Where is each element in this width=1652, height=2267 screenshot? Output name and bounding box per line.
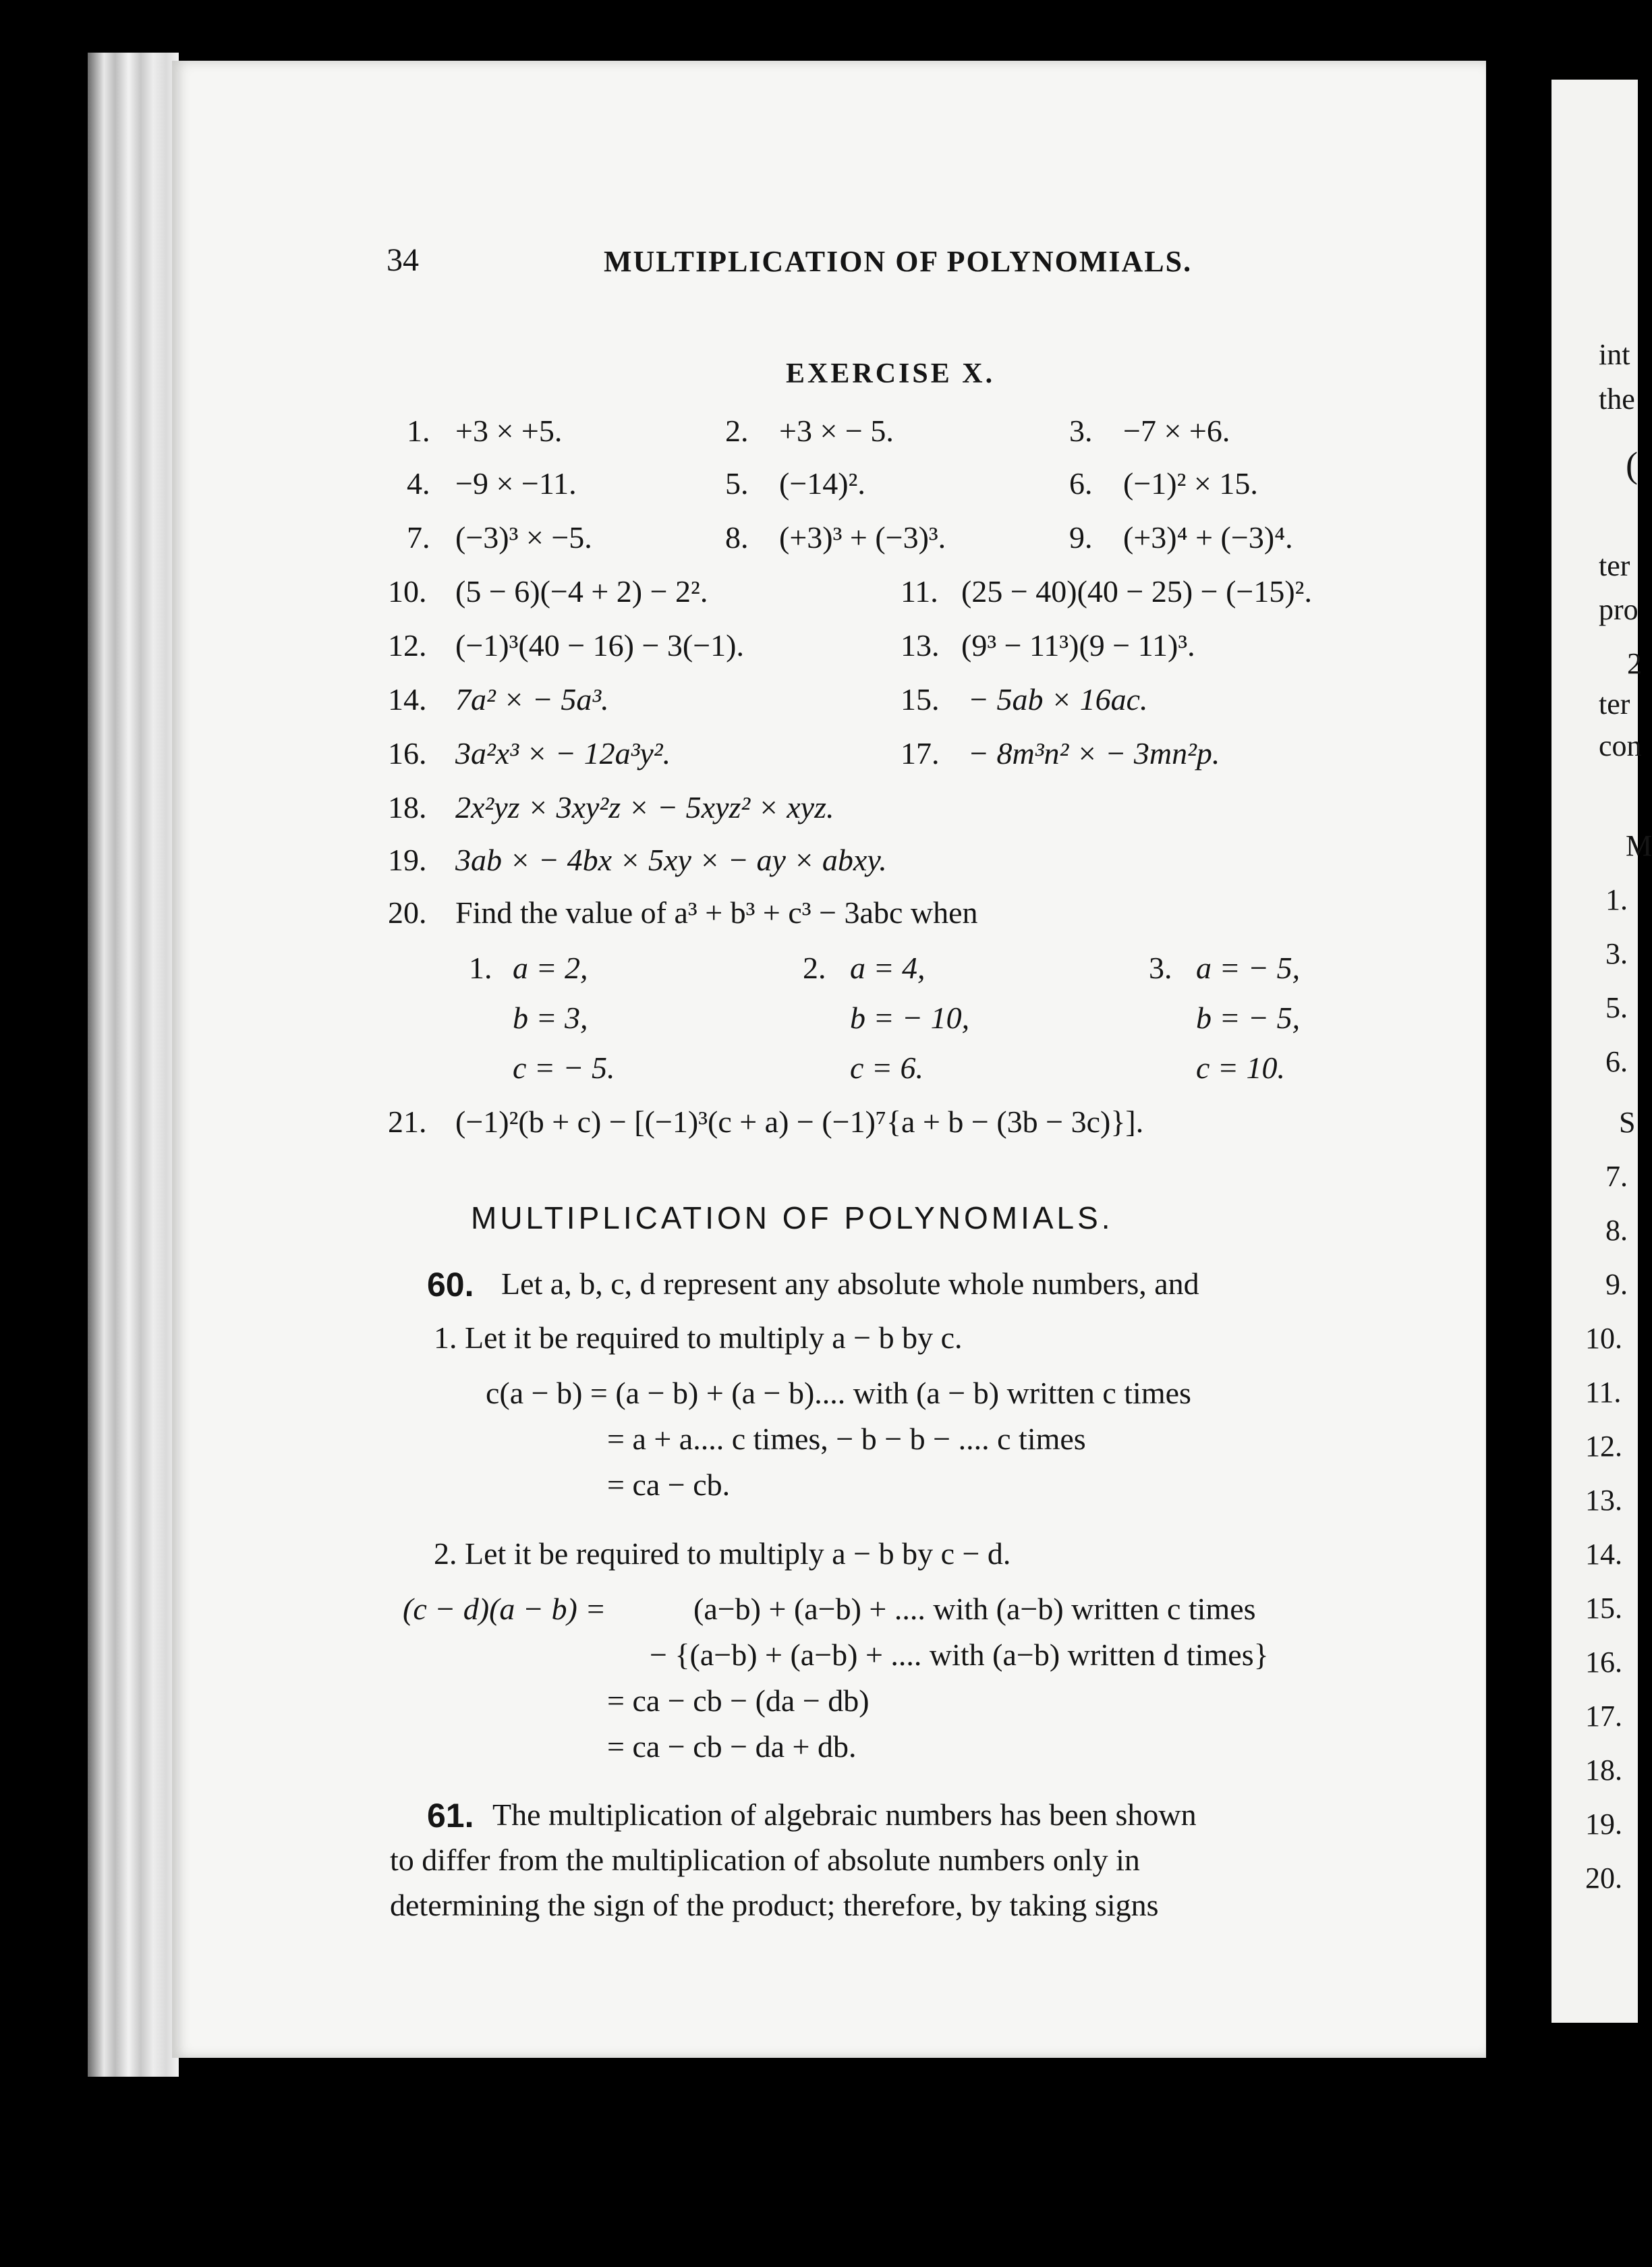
facing-fragment: 1. <box>1605 883 1628 916</box>
derivation-line: − {(a−b) + (a−b) + .... with (a−b) written d times} <box>650 1638 1269 1672</box>
exercise-expr: 3ab × − 4bx × 5xy × − ay × abxy. <box>455 843 887 877</box>
exercise-number: 1. <box>407 414 430 448</box>
exercise-expr: − 8m³n² × − 3mn²p. <box>968 736 1220 771</box>
facing-fragment: 16. <box>1585 1646 1622 1679</box>
facing-fragment: M <box>1626 829 1652 862</box>
facing-fragment: 13. <box>1585 1484 1622 1517</box>
derivation-line: = a + a.... c times, − b − b − .... c times <box>607 1422 1086 1456</box>
exercise-number: 9. <box>1069 520 1093 555</box>
paragraph-number: 60. <box>427 1266 474 1304</box>
facing-fragment: 10. <box>1585 1322 1622 1355</box>
exercise-title: EXERCISE X. <box>786 358 996 389</box>
exercise-expr: (5 − 6)(−4 + 2) − 2². <box>455 574 708 609</box>
derivation-lhs: (c − d)(a − b) = <box>403 1592 606 1626</box>
facing-fragment: 12. <box>1585 1430 1622 1463</box>
exercise-expr: (25 − 40)(40 − 25) − (−15)². <box>961 574 1312 609</box>
facing-fragment: 7. <box>1605 1160 1628 1193</box>
case-heading: 1. Let it be required to multiply a − b by c. <box>434 1320 963 1355</box>
facing-fragment: int <box>1599 338 1630 371</box>
exercise-number: 19. <box>388 843 427 877</box>
exercise-expr: (−1)³(40 − 16) − 3(−1). <box>455 628 744 663</box>
exercise-expr: − 5ab × 16ac. <box>968 682 1148 717</box>
exercise-expr: 2x²yz × 3xy²z × − 5xyz² × xyz. <box>455 790 834 824</box>
facing-fragment: 11. <box>1585 1376 1622 1409</box>
subitem-number: 1. <box>469 951 492 985</box>
book-page <box>172 61 1486 2058</box>
exercise-number: 10. <box>388 574 427 609</box>
exercise-number: 6. <box>1069 466 1093 501</box>
section-title: MULTIPLICATION OF POLYNOMIALS. <box>471 1200 1114 1235</box>
paragraph-line: determining the sign of the product; therefore, by taking signs <box>390 1888 1159 1922</box>
subitem-c: c = − 5. <box>513 1051 615 1085</box>
exercise-expr: (−14)². <box>779 466 865 501</box>
facing-fragment: 14. <box>1585 1538 1622 1571</box>
exercise-number: 15. <box>901 682 940 717</box>
derivation-line: = ca − cb − da + db. <box>607 1729 857 1764</box>
subitem-a: a = 4, <box>850 951 925 985</box>
facing-fragment: 20. <box>1585 1862 1622 1895</box>
running-title: MULTIPLICATION OF POLYNOMIALS. <box>604 245 1193 278</box>
facing-fragment: 18. <box>1585 1754 1622 1787</box>
facing-fragment: pro <box>1599 593 1639 626</box>
exercise-number: 18. <box>388 790 427 824</box>
facing-fragment: 8. <box>1605 1214 1628 1247</box>
page-number: 34 <box>387 242 419 278</box>
facing-fragment: 17. <box>1585 1700 1622 1733</box>
paragraph-text: Let a, b, c, d represent any absolute whole numbers, and <box>501 1266 1199 1301</box>
subitem-b: b = − 5, <box>1196 1001 1301 1035</box>
subitem-b: b = 3, <box>513 1001 588 1035</box>
subitem-a: a = 2, <box>513 951 588 985</box>
facing-fragment: ( <box>1626 445 1638 485</box>
exercise-number: 5. <box>725 466 749 501</box>
derivation-line: = ca − cb. <box>607 1467 731 1502</box>
exercise-number: 17. <box>901 736 940 771</box>
exercise-expr: (+3)³ + (−3)³. <box>779 520 946 555</box>
derivation-line: = ca − cb − (da − db) <box>607 1683 870 1718</box>
facing-fragment: the <box>1599 383 1635 416</box>
exercise-number: 2. <box>725 414 749 448</box>
subitem-c: c = 10. <box>1196 1051 1285 1085</box>
exercise-expr: (−1)² × 15. <box>1123 466 1258 501</box>
exercise-number: 21. <box>388 1104 427 1139</box>
exercise-expr: (−1)²(b + c) − [(−1)³(c + a) − (−1)⁷{a + b − (3b − 3c)}]. <box>455 1104 1144 1139</box>
exercise-number: 13. <box>901 628 940 663</box>
case-heading: 2. Let it be required to multiply a − b by c − d. <box>434 1536 1011 1571</box>
facing-fragment: 15. <box>1585 1592 1622 1625</box>
book-spine-edges <box>88 53 179 2077</box>
paragraph-line: to differ from the multiplication of absolute numbers only in <box>390 1843 1140 1877</box>
subitem-number: 2. <box>803 951 826 985</box>
derivation-line: c(a − b) = (a − b) + (a − b).... with (a − b) written c times <box>486 1376 1191 1410</box>
exercise-expr: Find the value of a³ + b³ + c³ − 3abc when <box>455 895 978 930</box>
exercise-expr: +3 × − 5. <box>779 414 894 448</box>
facing-fragment: 2 <box>1627 647 1642 680</box>
facing-fragment: 9. <box>1605 1268 1628 1301</box>
facing-fragment: 5. <box>1605 991 1628 1024</box>
facing-fragment: con <box>1599 729 1642 762</box>
exercise-number: 11. <box>901 574 938 609</box>
derivation-line: (a−b) + (a−b) + .... with (a−b) written c times <box>693 1592 1256 1626</box>
subitem-number: 3. <box>1149 951 1172 985</box>
facing-fragment: 19. <box>1585 1808 1622 1841</box>
exercise-expr: +3 × +5. <box>455 414 563 448</box>
facing-fragment: 6. <box>1605 1045 1628 1078</box>
exercise-number: 3. <box>1069 414 1093 448</box>
exercise-expr: 7a² × − 5a³. <box>455 682 609 717</box>
subitem-a: a = − 5, <box>1196 951 1301 985</box>
facing-fragment: ter <box>1599 688 1630 721</box>
exercise-number: 14. <box>388 682 427 717</box>
exercise-number: 12. <box>388 628 427 663</box>
exercise-number: 8. <box>725 520 749 555</box>
exercise-number: 4. <box>407 466 430 501</box>
exercise-expr: −9 × −11. <box>455 466 577 501</box>
exercise-number: 20. <box>388 895 427 930</box>
exercise-number: 7. <box>407 520 430 555</box>
facing-fragment: ter <box>1599 549 1630 582</box>
subitem-b: b = − 10, <box>850 1001 970 1035</box>
exercise-number: 16. <box>388 736 427 771</box>
facing-fragment: 3. <box>1605 937 1628 970</box>
facing-page <box>1551 80 1652 2023</box>
exercise-expr: −7 × +6. <box>1123 414 1230 448</box>
exercise-expr: (9³ − 11³)(9 − 11)³. <box>961 628 1195 663</box>
subitem-c: c = 6. <box>850 1051 923 1085</box>
exercise-expr: (−3)³ × −5. <box>455 520 592 555</box>
exercise-expr: 3a²x³ × − 12a³y². <box>455 736 671 771</box>
exercise-expr: (+3)⁴ + (−3)⁴. <box>1123 520 1293 555</box>
facing-fragment: S <box>1619 1106 1636 1139</box>
paragraph-number: 61. <box>427 1797 474 1835</box>
paragraph-line: The multiplication of algebraic numbers has been shown <box>492 1797 1197 1832</box>
